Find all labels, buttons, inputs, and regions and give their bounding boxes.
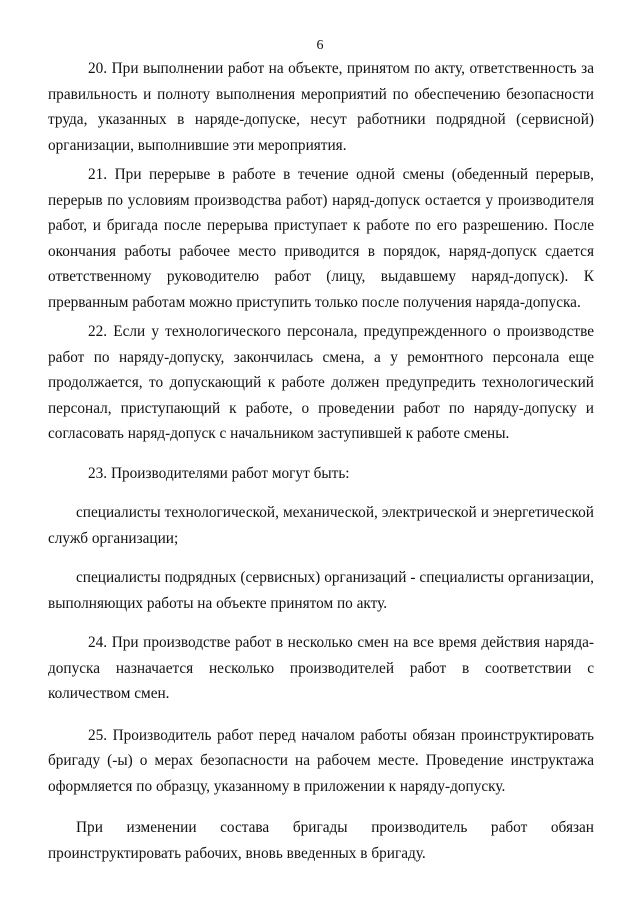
document-body (48, 56, 594, 866)
paragraph-23-item-1: специалисты технологической, механической, электрической и энергетической служб организации; (48, 504, 594, 547)
paragraph-23: 23. Производителями работ могут быть: (88, 464, 350, 482)
paragraph-23-item-2: специалисты подрядных (сервисных) организаций - специалисты организации, выполняющих работы на объекте принятом по акту. (48, 569, 594, 612)
paragraph-24: 24. При производстве работ в несколько смен на все время действия наряда-допуска назначается несколько производителей работ в соответствии с количеством смен. (48, 634, 594, 702)
paragraph-22: 22. Если у технологического персонала, предупрежденного о производстве работ по наряду-допуску, закончилась смена, а у ремонтного персонала еще продолжается, то допускающий к работе должен предупредить технологический персонал, приступающий к работе, о проведении работ по наряду-допуску и согласовать наряд-допуск с начальником заступившей к работе смены. (48, 323, 594, 442)
page-number: 6 (316, 38, 324, 53)
paragraph-25-continuation: При изменении состава бригады производитель работ обязан проинструктировать рабочих, вновь введенных в бригаду. (48, 819, 594, 862)
paragraph-21: 21. При перерыве в работе в течение одной смены (обеденный перерыв, перерыв по условиям производства работ) наряд-допуск остается у производителя работ, и бригада после перерыва приступает к работе по его разрешению. После окончания работы рабочее место приводится в порядок, наряд-допуск сдается ответственному руководителю работ (лицу, выдавшему наряд-допуск). К прерванным работам можно приступить только после получения наряда-допуска. (48, 166, 594, 311)
paragraph-25: 25. Производитель работ перед началом работы обязан проинструктировать бригаду (-ы) о мерах безопасности на рабочем месте. Проведение инструктажа оформляется по образцу, указанному в приложении к наряду-допуску. (48, 726, 594, 795)
paragraph-20: 20. При выполнении работ на объекте, принятом по акту, ответственность за правильность и полноту выполнения мероприятий по обеспечению безопасности труда, указанных в наряде-допуске, несут работники подрядной (сервисной) организации, выполнившие эти мероприятия. (48, 60, 594, 154)
